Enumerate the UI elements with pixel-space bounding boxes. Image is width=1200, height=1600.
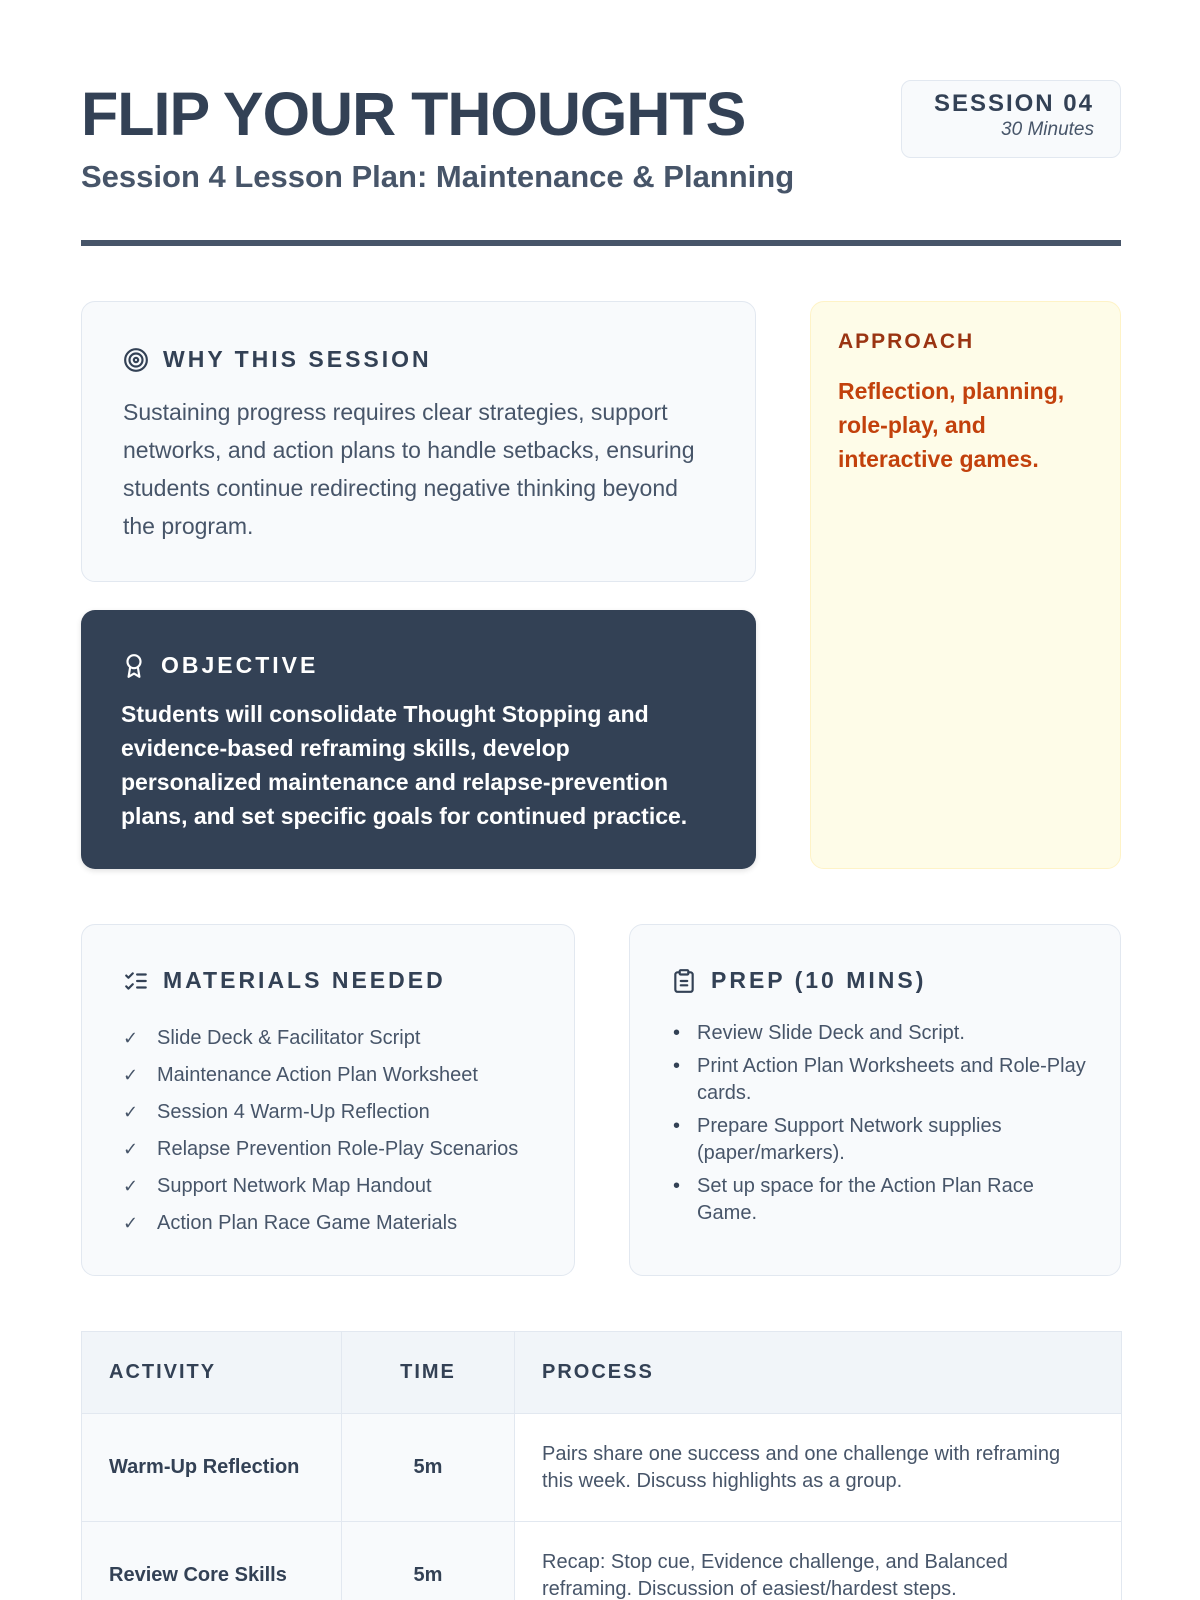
check-icon: ✓ [123, 1065, 139, 1085]
clipboard-icon [671, 968, 697, 994]
page-title: FLIP YOUR THOUGHTS [81, 80, 746, 148]
check-icon: ✓ [123, 1139, 139, 1159]
materials-heading: MATERIALS NEEDED [163, 967, 446, 993]
check-icon: ✓ [123, 1102, 139, 1122]
list-item: • Review Slide Deck and Script. [671, 1020, 1090, 1047]
list-item: ✓ Relapse Prevention Role-Play Scenarios [123, 1138, 519, 1160]
why-this-session-card [81, 301, 756, 582]
objective-body: Students will consolidate Thought Stopping and evidence-based reframing skills, develop personalized maintenance and relapse-prevention plans, and set specific goals for continued practice. [121, 701, 688, 829]
materials-list [123, 1020, 544, 1242]
column-header-activity: ACTIVITY [82, 1332, 342, 1414]
check-icon: ✓ [123, 1213, 139, 1233]
page-subtitle: Session 4 Lesson Plan: Maintenance & Planning [81, 159, 795, 194]
table-row [82, 1414, 1122, 1522]
time-cell: 5m [342, 1522, 515, 1600]
list-item: ✓ Action Plan Race Game Materials [123, 1212, 458, 1234]
target-icon [123, 347, 149, 373]
why-body: Sustaining progress requires clear strategies, support networks, and action plans to handle setbacks, ensuring students continue redirecting negative thinking beyond the program. [123, 399, 695, 539]
session-number: SESSION 04 [933, 90, 1094, 117]
objective-heading: OBJECTIVE [161, 652, 319, 678]
list-item: • Print Action Plan Worksheets and Role-Play cards. [671, 1053, 1090, 1107]
approach-heading: APPROACH [838, 330, 975, 353]
prep-list [671, 1020, 1090, 1227]
list-item: • Set up space for the Action Plan Race Game. [671, 1173, 1090, 1227]
list-item: ✓ Maintenance Action Plan Worksheet [123, 1064, 478, 1086]
activity-table [81, 1331, 1122, 1600]
activity-cell: Warm-Up Reflection [82, 1414, 342, 1522]
list-item: ✓ Session 4 Warm-Up Reflection [123, 1101, 430, 1123]
activity-cell: Review Core Skills [82, 1522, 342, 1600]
award-icon [121, 653, 147, 679]
process-cell: Pairs share one success and one challenge with reframing this week. Discuss highlights as a group. [515, 1414, 1122, 1522]
process-cell: Recap: Stop cue, Evidence challenge, and Balanced reframing. Discussion of easiest/hardest steps. [515, 1522, 1122, 1600]
header-divider [81, 240, 1121, 246]
approach-body: Reflection, planning, role-play, and interactive games. [838, 378, 1065, 472]
prep-heading: PREP (10 MINS) [711, 967, 927, 993]
objective-card [81, 610, 756, 869]
session-duration: 30 Minutes [1001, 119, 1094, 141]
column-header-time: TIME [342, 1332, 515, 1414]
check-icon: ✓ [123, 1028, 139, 1048]
time-cell: 5m [342, 1414, 515, 1522]
session-badge [901, 80, 1121, 158]
list-checks-icon [123, 968, 149, 994]
prep-card [629, 924, 1121, 1276]
table-header-row [82, 1332, 1122, 1414]
table-row [82, 1522, 1122, 1600]
why-heading: WHY THIS SESSION [163, 346, 432, 372]
list-item: • Prepare Support Network supplies (paper/markers). [671, 1113, 1090, 1167]
approach-card [810, 301, 1121, 869]
check-icon: ✓ [123, 1176, 139, 1196]
materials-card [81, 924, 575, 1276]
page-header [81, 78, 1121, 248]
column-header-process: PROCESS [515, 1332, 1122, 1414]
list-item: ✓ Support Network Map Handout [123, 1175, 432, 1197]
list-item: ✓ Slide Deck & Facilitator Script [123, 1027, 421, 1049]
